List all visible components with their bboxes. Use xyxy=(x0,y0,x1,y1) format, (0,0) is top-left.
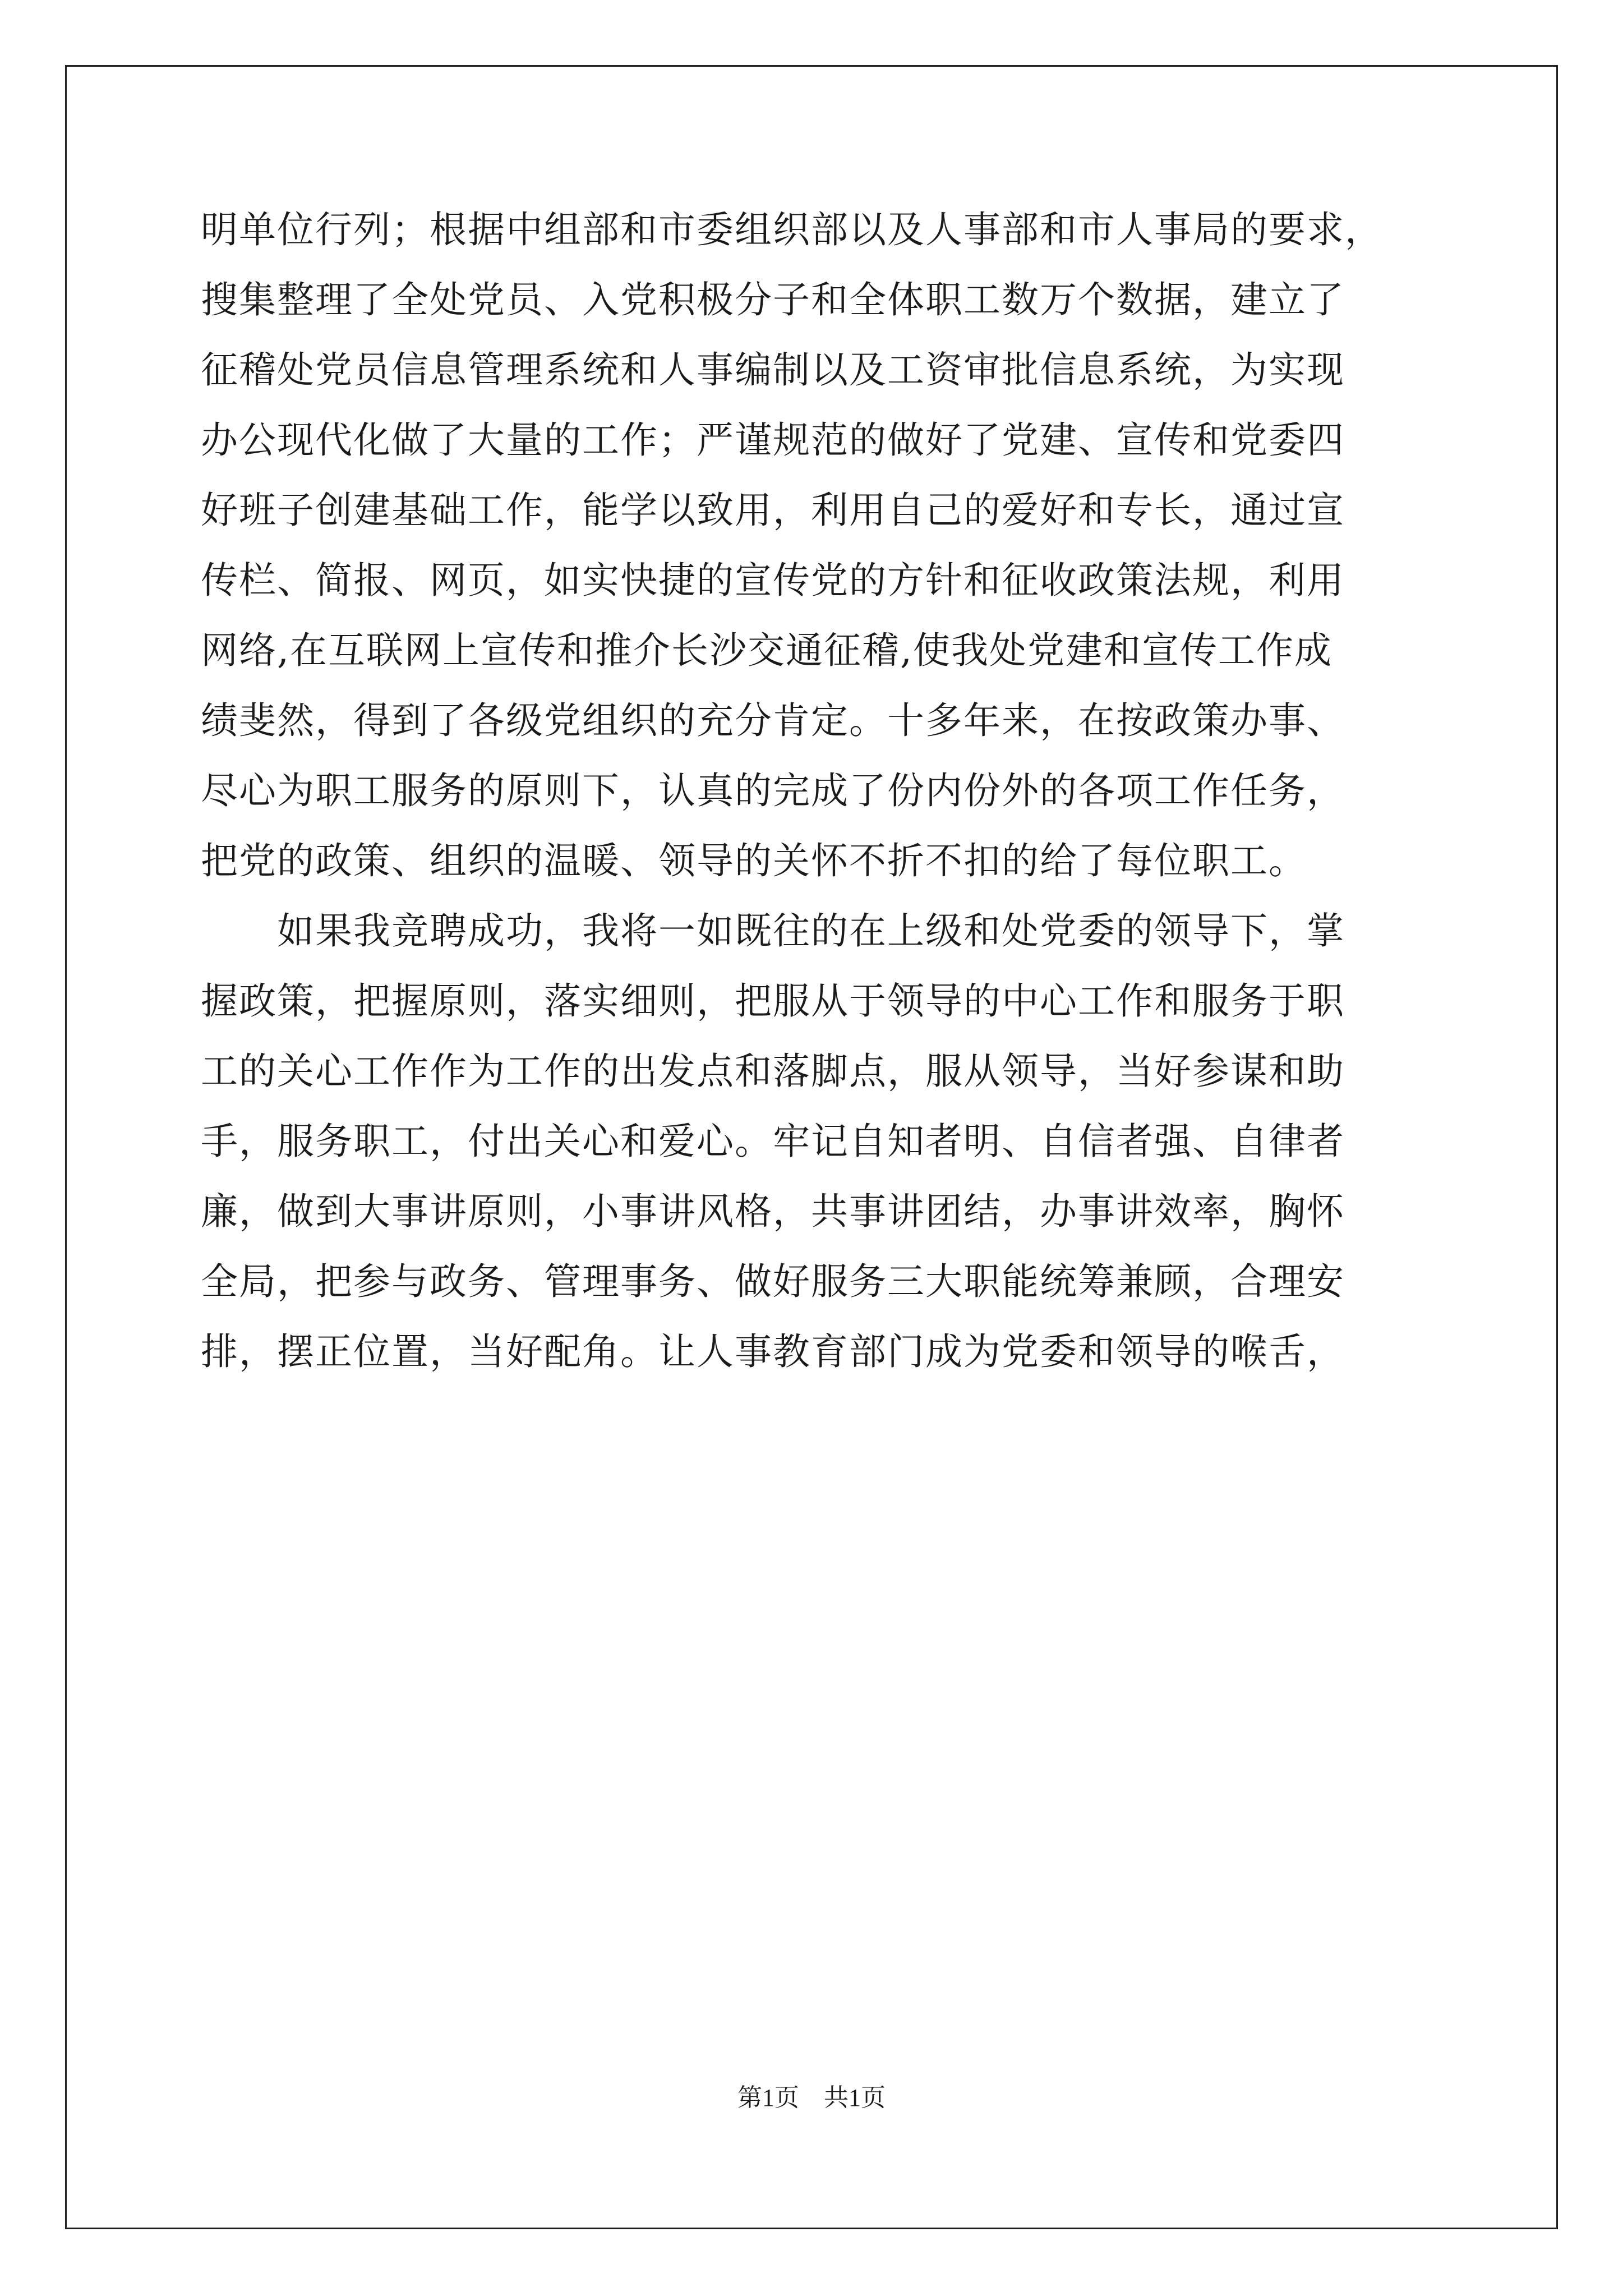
page-footer: 第1页 共1页 xyxy=(737,2084,886,2111)
text-line: 办公现代化做了大量的工作；严谨规范的做好了党建、宣传和党委四 xyxy=(201,418,1345,462)
text-line: 好班子创建基础工作，能学以致用，利用自己的爱好和专长，通过宣 xyxy=(201,489,1345,532)
text-line: 手，服务职工，付出关心和爱心。牢记自知者明、自信者强、自律者 xyxy=(201,1120,1345,1163)
text-line: 排，摆正位置，当好配角。让人事教育部门成为党委和领导的喉舌， xyxy=(201,1330,1345,1373)
text-line: 尽心为职工服务的原则下，认真的完成了份内份外的各项工作任务， xyxy=(201,769,1345,812)
text-line: 把党的政策、组织的温暖、领导的关怀不折不扣的给了每位职工。 xyxy=(201,839,1307,882)
text-line: 工的关心工作作为工作的出发点和落脚点，服从领导，当好参谋和助 xyxy=(201,1050,1345,1093)
text-line: 明单位行列；根据中组部和市委组织部以及人事部和市人事局的要求， xyxy=(201,208,1383,251)
text-line: 廉，做到大事讲原则，小事讲风格，共事讲团结，办事讲效率，胸怀 xyxy=(201,1190,1345,1233)
text-line: 握政策，把握原则，落实细则，把服从于领导的中心工作和服务于职 xyxy=(201,979,1345,1023)
text-line: 搜集整理了全处党员、入党积极分子和全体职工数万个数据，建立了 xyxy=(201,278,1345,321)
text-line: 传栏、简报、网页，如实快捷的宣传党的方针和征收政策法规，利用 xyxy=(201,559,1345,602)
text-line: 全局，把参与政务、管理事务、做好服务三大职能统筹兼顾，合理安 xyxy=(201,1260,1345,1303)
text-line: 网络,在互联网上宣传和推介长沙交通征稽,使我处党建和宣传工作成 xyxy=(201,629,1332,672)
text-line: 征稽处党员信息管理系统和人事编制以及工资审批信息系统，为实现 xyxy=(201,348,1345,392)
text-line: 如果我竞聘成功，我将一如既往的在上级和处党委的领导下，掌 xyxy=(201,909,1345,953)
text-line: 绩斐然，得到了各级党组织的充分肯定。十多年来，在按政策办事、 xyxy=(201,699,1345,742)
